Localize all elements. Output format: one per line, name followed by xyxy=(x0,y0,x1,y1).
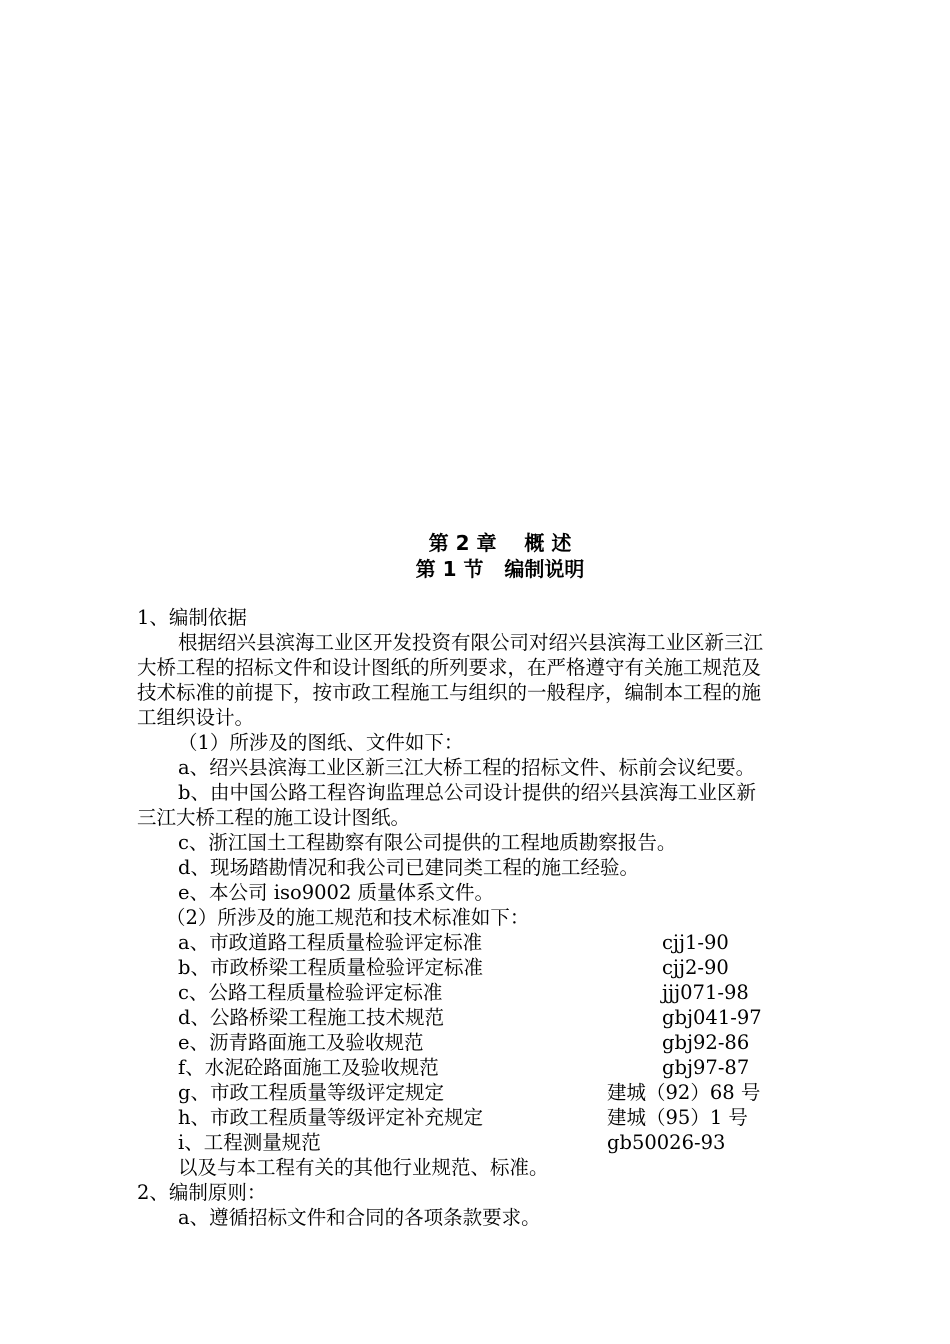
standard-code: gbj92-86 xyxy=(662,1031,750,1054)
standard-name: e、沥青路面施工及验收规范 xyxy=(178,1031,424,1054)
standard-code: 建城（95）1 号 xyxy=(607,1106,748,1129)
basis-paragraph-line: 大桥工程的招标文件和设计图纸的所列要求，在严格遵守有关施工规范及 xyxy=(137,656,762,679)
document-item: e、本公司 iso9002 质量体系文件。 xyxy=(178,881,495,904)
standard-name: h、市政工程质量等级评定补充规定 xyxy=(178,1106,484,1129)
standards-heading: （2）所涉及的施工规范和技术标准如下： xyxy=(166,906,530,929)
document-item: d、现场踏勘情况和我公司已建同类工程的施工经验。 xyxy=(178,856,639,879)
standard-name: d、公路桥梁工程施工技术规范 xyxy=(178,1006,444,1029)
standard-code: gb50026-93 xyxy=(607,1131,726,1154)
standard-name: i、工程测量规范 xyxy=(178,1131,321,1154)
standards-closing: 以及与本工程有关的其他行业规范、标准。 xyxy=(178,1156,549,1179)
standard-name: a、市政道路工程质量检验评定标准 xyxy=(178,931,483,954)
standard-code: jjj071-98 xyxy=(662,981,749,1004)
standard-code: gbj041-97 xyxy=(662,1006,762,1029)
document-item-continued: 三江大桥工程的施工设计图纸。 xyxy=(137,806,411,829)
section-title: 第 1 节 编制说明 xyxy=(415,557,585,581)
principles-heading: 2、编制原则： xyxy=(137,1181,267,1204)
chapter-title: 第 2 章 概 述 xyxy=(428,531,572,555)
standard-name: f、水泥砼路面施工及验收规范 xyxy=(178,1056,439,1079)
standard-name: g、市政工程质量等级评定规定 xyxy=(178,1081,444,1104)
document-item: a、绍兴县滨海工业区新三江大桥工程的招标文件、标前会议纪要。 xyxy=(178,756,756,779)
basis-paragraph-line: 技术标准的前提下，按市政工程施工与组织的一般程序，编制本工程的施 xyxy=(137,681,762,704)
basis-paragraph-line: 工组织设计。 xyxy=(137,706,255,729)
basis-paragraph-line: 根据绍兴县滨海工业区开发投资有限公司对绍兴县滨海工业区新三江 xyxy=(178,631,764,654)
standard-code: cjj2-90 xyxy=(662,956,729,979)
principle-item: a、遵循招标文件和合同的各项条款要求。 xyxy=(178,1206,541,1229)
standard-code: cjj1-90 xyxy=(662,931,729,954)
standard-name: b、市政桥梁工程质量检验评定标准 xyxy=(178,956,483,979)
standard-code: gbj97-87 xyxy=(662,1056,750,1079)
basis-heading: 1、编制依据 xyxy=(137,606,247,629)
standard-code: 建城（92）68 号 xyxy=(607,1081,761,1104)
standard-name: c、公路工程质量检验评定标准 xyxy=(178,981,443,1004)
document-item: c、浙江国土工程勘察有限公司提供的工程地质勘察报告。 xyxy=(178,831,677,854)
document-item: b、由中国公路工程咨询监理总公司设计提供的绍兴县滨海工业区新 xyxy=(178,781,756,804)
documents-heading: （1）所涉及的图纸、文件如下： xyxy=(178,731,464,754)
